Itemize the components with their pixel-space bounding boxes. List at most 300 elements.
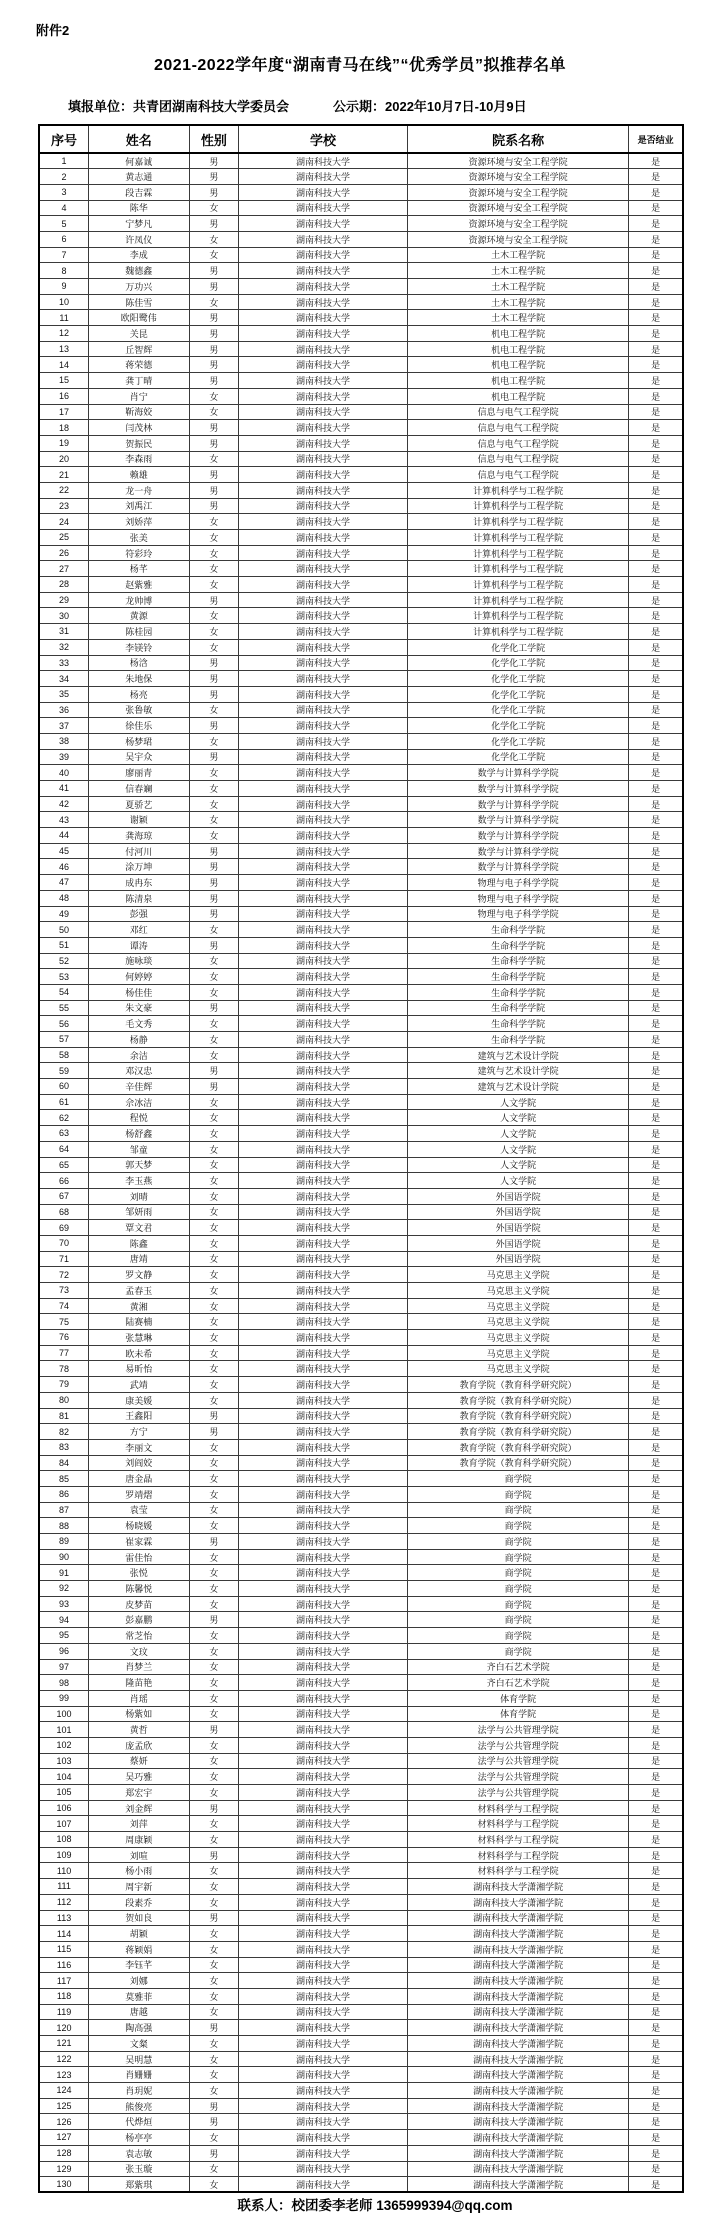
cell-name: 莫雅菲 xyxy=(89,1988,189,2004)
cell-completed: 是 xyxy=(629,733,683,749)
cell-no: 101 xyxy=(39,1722,89,1738)
table-row xyxy=(39,1047,683,1063)
cell-completed: 是 xyxy=(629,812,683,828)
table-row xyxy=(39,1596,683,1612)
cell-department: 湖南科技大学潇湘学院 xyxy=(407,2004,629,2020)
cell-gender: 男 xyxy=(189,859,239,875)
table-row xyxy=(39,2114,683,2130)
cell-gender: 女 xyxy=(189,702,239,718)
table-row xyxy=(39,1863,683,1879)
cell-school: 湖南科技大学 xyxy=(239,1173,408,1189)
cell-gender: 女 xyxy=(189,1126,239,1142)
cell-completed: 是 xyxy=(629,1345,683,1361)
cell-gender: 女 xyxy=(189,828,239,844)
cell-name: 刘晴 xyxy=(89,1188,189,1204)
cell-no: 104 xyxy=(39,1769,89,1785)
cell-department: 商学院 xyxy=(407,1596,629,1612)
cell-no: 57 xyxy=(39,1032,89,1048)
cell-gender: 女 xyxy=(189,2004,239,2020)
cell-gender: 女 xyxy=(189,1267,239,1283)
cell-department: 生命科学学院 xyxy=(407,953,629,969)
cell-department: 机电工程学院 xyxy=(407,388,629,404)
cell-gender: 男 xyxy=(189,890,239,906)
cell-name: 朱文豪 xyxy=(89,1000,189,1016)
cell-department: 生命科学学院 xyxy=(407,1000,629,1016)
table-row xyxy=(39,1298,683,1314)
cell-name: 丘智辉 xyxy=(89,341,189,357)
cell-school: 湖南科技大学 xyxy=(239,2083,408,2099)
cell-name: 张玉璇 xyxy=(89,2161,189,2177)
cell-name: 肖姗姗 xyxy=(89,2067,189,2083)
cell-no: 103 xyxy=(39,1753,89,1769)
cell-school: 湖南科技大学 xyxy=(239,1141,408,1157)
cell-name: 刘金辉 xyxy=(89,1800,189,1816)
cell-no: 21 xyxy=(39,467,89,483)
cell-name: 郑紫琪 xyxy=(89,2177,189,2193)
cell-department: 湖南科技大学潇湘学院 xyxy=(407,2114,629,2130)
cell-department: 建筑与艺术设计学院 xyxy=(407,1079,629,1095)
cell-department: 人文学院 xyxy=(407,1173,629,1189)
cell-gender: 女 xyxy=(189,796,239,812)
cell-name: 李镁铃 xyxy=(89,639,189,655)
cell-gender: 女 xyxy=(189,1753,239,1769)
cell-name: 杨小雨 xyxy=(89,1863,189,1879)
cell-completed: 是 xyxy=(629,184,683,200)
cell-name: 赵紫雅 xyxy=(89,577,189,593)
cell-completed: 是 xyxy=(629,373,683,389)
cell-completed: 是 xyxy=(629,1785,683,1801)
cell-completed: 是 xyxy=(629,1847,683,1863)
cell-no: 49 xyxy=(39,906,89,922)
cell-no: 33 xyxy=(39,655,89,671)
cell-name: 蒋荣德 xyxy=(89,357,189,373)
cell-school: 湖南科技大学 xyxy=(239,247,408,263)
cell-school: 湖南科技大学 xyxy=(239,1392,408,1408)
cell-school: 湖南科技大学 xyxy=(239,1126,408,1142)
cell-no: 83 xyxy=(39,1439,89,1455)
cell-school: 湖南科技大学 xyxy=(239,357,408,373)
table-row xyxy=(39,686,683,702)
cell-completed: 是 xyxy=(629,231,683,247)
cell-school: 湖南科技大学 xyxy=(239,2004,408,2020)
cell-completed: 是 xyxy=(629,1000,683,1016)
cell-name: 周宇新 xyxy=(89,1879,189,1895)
cell-school: 湖南科技大学 xyxy=(239,1675,408,1691)
table-row xyxy=(39,294,683,310)
cell-no: 98 xyxy=(39,1675,89,1691)
cell-name: 廖丽青 xyxy=(89,765,189,781)
table-row xyxy=(39,200,683,216)
cell-gender: 女 xyxy=(189,1659,239,1675)
cell-completed: 是 xyxy=(629,1220,683,1236)
cell-no: 113 xyxy=(39,1910,89,1926)
cell-department: 商学院 xyxy=(407,1628,629,1644)
cell-gender: 女 xyxy=(189,1706,239,1722)
cell-department: 湖南科技大学潇湘学院 xyxy=(407,1973,629,1989)
cell-gender: 男 xyxy=(189,906,239,922)
cell-no: 75 xyxy=(39,1314,89,1330)
cell-name: 唐金晶 xyxy=(89,1471,189,1487)
cell-no: 22 xyxy=(39,482,89,498)
cell-name: 施咏琰 xyxy=(89,953,189,969)
cell-name: 邓汉忠 xyxy=(89,1063,189,1079)
cell-name: 段素乔 xyxy=(89,1894,189,1910)
cell-no: 67 xyxy=(39,1188,89,1204)
cell-gender: 女 xyxy=(189,2051,239,2067)
cell-school: 湖南科技大学 xyxy=(239,1769,408,1785)
cell-completed: 是 xyxy=(629,247,683,263)
cell-department: 计算机科学与工程学院 xyxy=(407,561,629,577)
cell-school: 湖南科技大学 xyxy=(239,1188,408,1204)
cell-completed: 是 xyxy=(629,169,683,185)
cell-department: 湖南科技大学潇湘学院 xyxy=(407,2130,629,2146)
table-row xyxy=(39,1392,683,1408)
table-row xyxy=(39,1706,683,1722)
cell-completed: 是 xyxy=(629,1957,683,1973)
cell-school: 湖南科技大学 xyxy=(239,2098,408,2114)
cell-department: 湖南科技大学潇湘学院 xyxy=(407,2036,629,2052)
cell-gender: 女 xyxy=(189,1926,239,1942)
cell-gender: 女 xyxy=(189,1283,239,1299)
cell-no: 18 xyxy=(39,420,89,436)
table-row xyxy=(39,435,683,451)
cell-department: 生命科学学院 xyxy=(407,937,629,953)
cell-completed: 是 xyxy=(629,263,683,279)
cell-department: 马克思主义学院 xyxy=(407,1345,629,1361)
cell-school: 湖南科技大学 xyxy=(239,1455,408,1471)
table-row xyxy=(39,749,683,765)
table-row xyxy=(39,1361,683,1377)
table-row xyxy=(39,1894,683,1910)
cell-no: 99 xyxy=(39,1690,89,1706)
cell-school: 湖南科技大学 xyxy=(239,545,408,561)
table-row xyxy=(39,216,683,232)
table-row xyxy=(39,514,683,530)
cell-name: 符彩玲 xyxy=(89,545,189,561)
cell-no: 80 xyxy=(39,1392,89,1408)
cell-department: 机电工程学院 xyxy=(407,357,629,373)
cell-no: 87 xyxy=(39,1502,89,1518)
cell-gender: 男 xyxy=(189,749,239,765)
cell-name: 孟春玉 xyxy=(89,1283,189,1299)
cell-gender: 女 xyxy=(189,1894,239,1910)
cell-no: 72 xyxy=(39,1267,89,1283)
cell-no: 30 xyxy=(39,608,89,624)
cell-no: 6 xyxy=(39,231,89,247)
roster-table-head xyxy=(39,125,683,153)
cell-school: 湖南科技大学 xyxy=(239,2145,408,2161)
cell-gender: 男 xyxy=(189,184,239,200)
cell-completed: 是 xyxy=(629,969,683,985)
cell-school: 湖南科技大学 xyxy=(239,514,408,530)
cell-gender: 女 xyxy=(189,1094,239,1110)
cell-no: 124 xyxy=(39,2083,89,2099)
cell-department: 湖南科技大学潇湘学院 xyxy=(407,2051,629,2067)
table-row xyxy=(39,1471,683,1487)
meta-row xyxy=(68,96,684,115)
cell-completed: 是 xyxy=(629,1737,683,1753)
cell-gender: 男 xyxy=(189,482,239,498)
cell-no: 27 xyxy=(39,561,89,577)
cell-school: 湖南科技大学 xyxy=(239,1110,408,1126)
cell-name: 彭嘉鹏 xyxy=(89,1612,189,1628)
table-row xyxy=(39,890,683,906)
cell-no: 12 xyxy=(39,326,89,342)
cell-department: 化学化工学院 xyxy=(407,655,629,671)
cell-gender: 女 xyxy=(189,1675,239,1691)
cell-school: 湖南科技大学 xyxy=(239,1016,408,1032)
cell-department: 马克思主义学院 xyxy=(407,1298,629,1314)
cell-department: 法学与公共管理学院 xyxy=(407,1737,629,1753)
cell-school: 湖南科技大学 xyxy=(239,1486,408,1502)
cell-gender: 男 xyxy=(189,1063,239,1079)
cell-name: 陈鑫 xyxy=(89,1235,189,1251)
cell-department: 资源环境与安全工程学院 xyxy=(407,153,629,169)
cell-school: 湖南科技大学 xyxy=(239,1424,408,1440)
cell-completed: 是 xyxy=(629,482,683,498)
cell-name: 徐佳乐 xyxy=(89,718,189,734)
cell-department: 资源环境与安全工程学院 xyxy=(407,184,629,200)
cell-department: 数学与计算科学学院 xyxy=(407,859,629,875)
cell-completed: 是 xyxy=(629,1455,683,1471)
cell-department: 资源环境与安全工程学院 xyxy=(407,200,629,216)
cell-school: 湖南科技大学 xyxy=(239,781,408,797)
cell-school: 湖南科技大学 xyxy=(239,1361,408,1377)
table-row xyxy=(39,1879,683,1895)
cell-name: 杨亭亭 xyxy=(89,2130,189,2146)
cell-gender: 女 xyxy=(189,1377,239,1393)
table-row xyxy=(39,2130,683,2146)
cell-no: 120 xyxy=(39,2020,89,2036)
cell-school: 湖南科技大学 xyxy=(239,451,408,467)
cell-name: 信春斓 xyxy=(89,781,189,797)
cell-name: 贺振民 xyxy=(89,435,189,451)
table-row xyxy=(39,420,683,436)
cell-gender: 女 xyxy=(189,2177,239,2193)
cell-school: 湖南科技大学 xyxy=(239,2051,408,2067)
cell-gender: 女 xyxy=(189,1471,239,1487)
cell-completed: 是 xyxy=(629,1518,683,1534)
cell-gender: 女 xyxy=(189,1173,239,1189)
cell-name: 袁志敏 xyxy=(89,2145,189,2161)
cell-gender: 男 xyxy=(189,718,239,734)
cell-no: 130 xyxy=(39,2177,89,2193)
cell-school: 湖南科技大学 xyxy=(239,1220,408,1236)
cell-no: 71 xyxy=(39,1251,89,1267)
cell-completed: 是 xyxy=(629,1988,683,2004)
cell-school: 湖南科技大学 xyxy=(239,1628,408,1644)
cell-completed: 是 xyxy=(629,796,683,812)
cell-school: 湖南科技大学 xyxy=(239,2177,408,2193)
cell-name: 陈馨悦 xyxy=(89,1581,189,1597)
cell-completed: 是 xyxy=(629,279,683,295)
cell-gender: 男 xyxy=(189,169,239,185)
table-row xyxy=(39,326,683,342)
cell-completed: 是 xyxy=(629,467,683,483)
table-row xyxy=(39,1910,683,1926)
cell-name: 蒋颖娟 xyxy=(89,1941,189,1957)
cell-no: 88 xyxy=(39,1518,89,1534)
cell-name: 龚丁晴 xyxy=(89,373,189,389)
cell-school: 湖南科技大学 xyxy=(239,1549,408,1565)
cell-gender: 男 xyxy=(189,216,239,232)
cell-school: 湖南科技大学 xyxy=(239,2020,408,2036)
cell-gender: 男 xyxy=(189,2098,239,2114)
cell-school: 湖南科技大学 xyxy=(239,2161,408,2177)
cell-department: 体育学院 xyxy=(407,1706,629,1722)
cell-completed: 是 xyxy=(629,624,683,640)
cell-name: 王鑫阳 xyxy=(89,1408,189,1424)
table-row xyxy=(39,1283,683,1299)
cell-name: 方宁 xyxy=(89,1424,189,1440)
cell-name: 袁莹 xyxy=(89,1502,189,1518)
cell-gender: 女 xyxy=(189,1016,239,1032)
table-row xyxy=(39,639,683,655)
cell-department: 湖南科技大学潇湘学院 xyxy=(407,2098,629,2114)
cell-no: 116 xyxy=(39,1957,89,1973)
cell-completed: 是 xyxy=(629,1063,683,1079)
cell-gender: 女 xyxy=(189,1957,239,1973)
table-row xyxy=(39,404,683,420)
cell-school: 湖南科技大学 xyxy=(239,1408,408,1424)
cell-name: 文粲 xyxy=(89,2036,189,2052)
cell-gender: 女 xyxy=(189,1769,239,1785)
cell-no: 7 xyxy=(39,247,89,263)
table-row xyxy=(39,1016,683,1032)
roster-table xyxy=(38,124,684,2193)
cell-school: 湖南科技大学 xyxy=(239,2036,408,2052)
cell-no: 127 xyxy=(39,2130,89,2146)
cell-school: 湖南科技大学 xyxy=(239,906,408,922)
cell-school: 湖南科技大学 xyxy=(239,200,408,216)
cell-department: 计算机科学与工程学院 xyxy=(407,498,629,514)
cell-no: 126 xyxy=(39,2114,89,2130)
cell-name: 刘禹江 xyxy=(89,498,189,514)
col-completed: 是否结业 xyxy=(629,125,683,153)
cell-completed: 是 xyxy=(629,1235,683,1251)
cell-school: 湖南科技大学 xyxy=(239,310,408,326)
cell-school: 湖南科技大学 xyxy=(239,1722,408,1738)
cell-gender: 女 xyxy=(189,1141,239,1157)
cell-department: 外国语学院 xyxy=(407,1220,629,1236)
cell-department: 数学与计算科学学院 xyxy=(407,765,629,781)
cell-completed: 是 xyxy=(629,420,683,436)
table-row xyxy=(39,718,683,734)
cell-department: 外国语学院 xyxy=(407,1251,629,1267)
cell-completed: 是 xyxy=(629,216,683,232)
table-row xyxy=(39,451,683,467)
table-row xyxy=(39,1988,683,2004)
cell-gender: 女 xyxy=(189,624,239,640)
cell-no: 19 xyxy=(39,435,89,451)
cell-name: 代烨烜 xyxy=(89,2114,189,2130)
cell-completed: 是 xyxy=(629,890,683,906)
cell-gender: 女 xyxy=(189,1565,239,1581)
cell-name: 郭天梦 xyxy=(89,1157,189,1173)
cell-completed: 是 xyxy=(629,1596,683,1612)
cell-name: 周康颖 xyxy=(89,1832,189,1848)
cell-name: 谢颖 xyxy=(89,812,189,828)
cell-completed: 是 xyxy=(629,561,683,577)
cell-no: 109 xyxy=(39,1847,89,1863)
cell-gender: 女 xyxy=(189,608,239,624)
cell-gender: 男 xyxy=(189,467,239,483)
cell-no: 5 xyxy=(39,216,89,232)
table-row xyxy=(39,765,683,781)
cell-school: 湖南科技大学 xyxy=(239,1926,408,1942)
cell-no: 66 xyxy=(39,1173,89,1189)
cell-name: 谭涛 xyxy=(89,937,189,953)
cell-completed: 是 xyxy=(629,1800,683,1816)
cell-school: 湖南科技大学 xyxy=(239,1957,408,1973)
cell-department: 马克思主义学院 xyxy=(407,1330,629,1346)
table-row xyxy=(39,1157,683,1173)
table-row xyxy=(39,561,683,577)
cell-gender: 女 xyxy=(189,1251,239,1267)
cell-department: 机电工程学院 xyxy=(407,373,629,389)
cell-department: 建筑与艺术设计学院 xyxy=(407,1047,629,1063)
table-row xyxy=(39,184,683,200)
cell-department: 土木工程学院 xyxy=(407,279,629,295)
cell-gender: 女 xyxy=(189,1298,239,1314)
table-row xyxy=(39,2145,683,2161)
cell-no: 3 xyxy=(39,184,89,200)
cell-name: 杨亮 xyxy=(89,686,189,702)
cell-school: 湖南科技大学 xyxy=(239,341,408,357)
cell-no: 28 xyxy=(39,577,89,593)
cell-no: 85 xyxy=(39,1471,89,1487)
cell-department: 马克思主义学院 xyxy=(407,1283,629,1299)
cell-name: 胡颖 xyxy=(89,1926,189,1942)
cell-completed: 是 xyxy=(629,1173,683,1189)
cell-completed: 是 xyxy=(629,153,683,169)
cell-name: 吴宇众 xyxy=(89,749,189,765)
cell-gender: 女 xyxy=(189,1314,239,1330)
cell-name: 黄湘 xyxy=(89,1298,189,1314)
cell-no: 82 xyxy=(39,1424,89,1440)
table-row xyxy=(39,702,683,718)
cell-no: 68 xyxy=(39,1204,89,1220)
cell-gender: 男 xyxy=(189,1612,239,1628)
cell-gender: 女 xyxy=(189,1596,239,1612)
cell-completed: 是 xyxy=(629,530,683,546)
cell-department: 商学院 xyxy=(407,1534,629,1550)
table-row xyxy=(39,1204,683,1220)
cell-no: 8 xyxy=(39,263,89,279)
cell-gender: 女 xyxy=(189,2083,239,2099)
table-row xyxy=(39,1345,683,1361)
table-row xyxy=(39,812,683,828)
cell-department: 材料科学与工程学院 xyxy=(407,1816,629,1832)
cell-completed: 是 xyxy=(629,781,683,797)
cell-name: 邓红 xyxy=(89,922,189,938)
cell-no: 48 xyxy=(39,890,89,906)
cell-school: 湖南科技大学 xyxy=(239,718,408,734)
cell-no: 50 xyxy=(39,922,89,938)
cell-gender: 女 xyxy=(189,1110,239,1126)
table-row xyxy=(39,1267,683,1283)
cell-name: 杨紫如 xyxy=(89,1706,189,1722)
cell-no: 38 xyxy=(39,733,89,749)
cell-completed: 是 xyxy=(629,937,683,953)
cell-gender: 男 xyxy=(189,310,239,326)
cell-school: 湖南科技大学 xyxy=(239,765,408,781)
cell-completed: 是 xyxy=(629,718,683,734)
cell-department: 化学化工学院 xyxy=(407,671,629,687)
cell-school: 湖南科技大学 xyxy=(239,1643,408,1659)
table-row xyxy=(39,310,683,326)
cell-completed: 是 xyxy=(629,1267,683,1283)
